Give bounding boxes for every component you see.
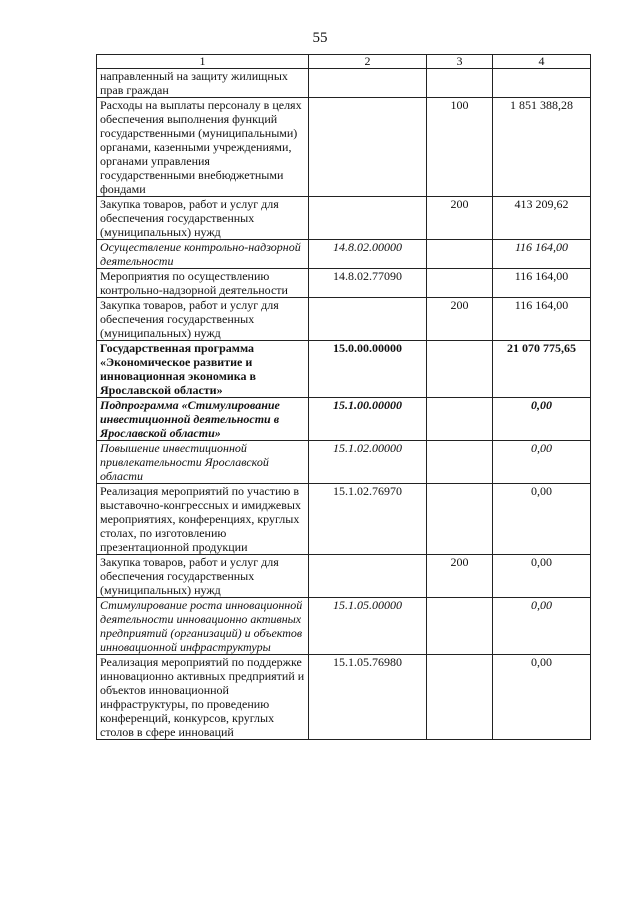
row-expense-type-cell (427, 441, 493, 484)
row-name-cell: Реализация мероприятий по поддержке инновационно активных предприятий и объектов инновационной инфраструктуры, по проведению конференций, конкурсов, круглых столов в сфере инноваций (97, 655, 309, 740)
table-row (97, 341, 591, 398)
table-row (97, 240, 591, 269)
row-code-cell: 15.1.05.00000 (309, 598, 427, 655)
row-code-cell (309, 298, 427, 341)
row-amount-cell: 21 070 775,65 (493, 341, 591, 398)
row-name-cell: Закупка товаров, работ и услуг для обеспечения государственных (муниципальных) нужд (97, 197, 309, 240)
row-expense-type-cell (427, 398, 493, 441)
row-amount-cell (493, 69, 591, 98)
row-code-cell: 14.8.02.77090 (309, 269, 427, 298)
row-amount-cell: 116 164,00 (493, 269, 591, 298)
table-row (97, 398, 591, 441)
table-header (97, 55, 591, 69)
row-code-cell (309, 555, 427, 598)
row-amount-cell: 0,00 (493, 555, 591, 598)
row-name-cell: Реализация мероприятий по участию в выставочно-конгрессных и имиджевых мероприятиях, конференциях, круглых столах, по изготовлению презентационной продукции (97, 484, 309, 555)
row-amount-cell: 0,00 (493, 598, 591, 655)
row-expense-type-cell: 200 (427, 197, 493, 240)
column-header-1: 1 (97, 55, 309, 69)
row-code-cell: 15.1.05.76980 (309, 655, 427, 740)
table-row (97, 197, 591, 240)
row-name-cell: Подпрограмма «Стимулирование инвестиционной деятельности в Ярославской области» (97, 398, 309, 441)
row-expense-type-cell: 100 (427, 98, 493, 197)
table-row (97, 598, 591, 655)
column-header-4: 4 (493, 55, 591, 69)
row-name-cell: Закупка товаров, работ и услуг для обеспечения государственных (муниципальных) нужд (97, 298, 309, 341)
table-row (97, 98, 591, 197)
row-name-cell: Повышение инвестиционной привлекательности Ярославской области (97, 441, 309, 484)
row-expense-type-cell (427, 240, 493, 269)
table-row (97, 298, 591, 341)
row-amount-cell: 0,00 (493, 655, 591, 740)
column-header-2: 2 (309, 55, 427, 69)
row-expense-type-cell (427, 655, 493, 740)
row-expense-type-cell: 200 (427, 555, 493, 598)
row-name-cell: Закупка товаров, работ и услуг для обеспечения государственных (муниципальных) нужд (97, 555, 309, 598)
budget-table (96, 54, 591, 740)
row-amount-cell: 116 164,00 (493, 240, 591, 269)
row-amount-cell: 0,00 (493, 441, 591, 484)
row-amount-cell: 0,00 (493, 484, 591, 555)
table-row (97, 484, 591, 555)
table-row (97, 269, 591, 298)
row-expense-type-cell (427, 484, 493, 555)
table-row (97, 69, 591, 98)
row-name-cell: Расходы на выплаты персоналу в целях обеспечения выполнения функций государственными (муниципальными) органами, казенными учреждениями, органами управления государственными внебюджетными фондами (97, 98, 309, 197)
row-amount-cell: 0,00 (493, 398, 591, 441)
row-expense-type-cell (427, 598, 493, 655)
table-row (97, 655, 591, 740)
row-expense-type-cell (427, 269, 493, 298)
table-row (97, 441, 591, 484)
row-name-cell: направленный на защиту жилищных прав граждан (97, 69, 309, 98)
table-row (97, 555, 591, 598)
row-code-cell (309, 197, 427, 240)
row-code-cell: 15.1.00.00000 (309, 398, 427, 441)
row-name-cell: Мероприятия по осуществлению контрольно-надзорной деятельности (97, 269, 309, 298)
row-code-cell: 14.8.02.00000 (309, 240, 427, 269)
row-code-cell: 15.0.00.00000 (309, 341, 427, 398)
row-code-cell (309, 69, 427, 98)
row-expense-type-cell (427, 69, 493, 98)
row-amount-cell: 1 851 388,28 (493, 98, 591, 197)
row-code-cell: 15.1.02.76970 (309, 484, 427, 555)
table-body (97, 69, 591, 740)
header-row (97, 55, 591, 69)
row-name-cell: Стимулирование роста инновационной деятельности инновационно активных предприятий (организаций) и объектов инновационной инфраструктуры (97, 598, 309, 655)
row-amount-cell: 413 209,62 (493, 197, 591, 240)
row-code-cell (309, 98, 427, 197)
row-expense-type-cell (427, 341, 493, 398)
page-number: 55 (312, 30, 328, 46)
row-expense-type-cell: 200 (427, 298, 493, 341)
row-name-cell: Государственная программа «Экономическое развитие и инновационная экономика в Ярославской области» (97, 341, 309, 398)
row-name-cell: Осуществление контрольно-надзорной деятельности (97, 240, 309, 269)
row-code-cell: 15.1.02.00000 (309, 441, 427, 484)
row-amount-cell: 116 164,00 (493, 298, 591, 341)
column-header-3: 3 (427, 55, 493, 69)
